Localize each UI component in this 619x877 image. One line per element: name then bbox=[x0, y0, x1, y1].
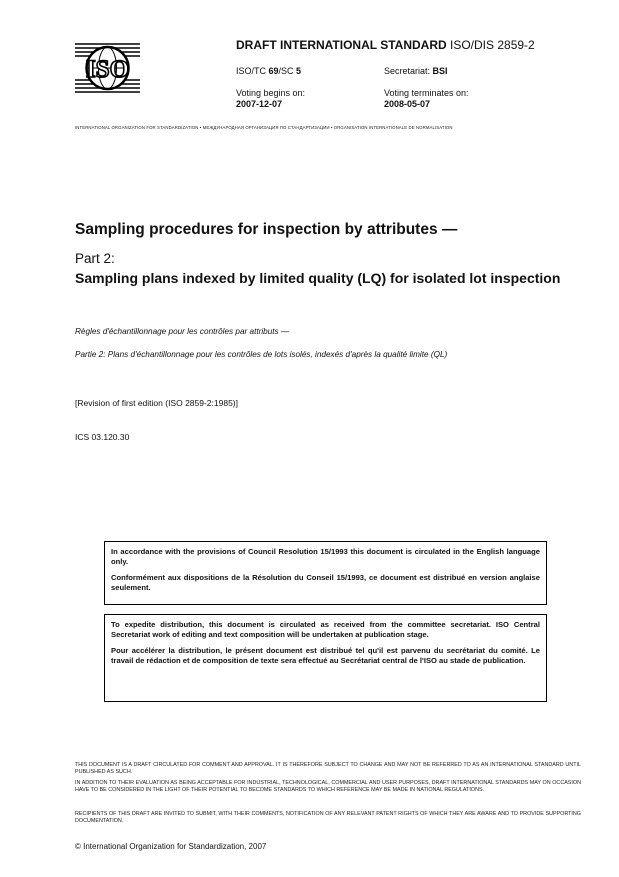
voting-begins-label: Voting begins on: bbox=[236, 88, 306, 98]
main-title: Sampling procedures for inspection by attributes — bbox=[75, 221, 458, 238]
voting-ends-date: 2008-05-07 bbox=[384, 99, 431, 109]
secretariat: Secretariat: BSI bbox=[384, 66, 448, 76]
french-part-title: Partie 2: Plans d'échantillonnage pour les contrôles de lots isolés, indexés d'après la qualité limite (QL) bbox=[75, 350, 448, 359]
distribution-notice-box bbox=[104, 614, 547, 702]
voting-begins-date: 2007-12-07 bbox=[236, 99, 283, 109]
iso-logo bbox=[75, 42, 140, 94]
language-notice-en: In accordance with the provisions of Council Resolution 15/1993 this document is circulated in the English language only. bbox=[111, 547, 540, 566]
disclaimer-2: IN ADDITION TO THEIR EVALUATION AS BEING ACCEPTABLE FOR INDUSTRIAL, TECHNOLOGICAL, COMMERCIAL AND USER PURPOSES, DRAFT INTERNATIONAL STANDARDS MAY ON OCCASION HAVE TO BE CONSIDERED IN THE LIGHT OF THEIR POTENTIAL TO BECOME STANDARDS TO WHICH REFERENCE MAY BE MADE IN NATIONAL REGULATIONS. bbox=[75, 780, 581, 793]
revision-note: [Revision of first edition (ISO 2859-2:1985)] bbox=[75, 398, 238, 408]
sub-title: Sampling plans indexed by limited quality (LQ) for isolated lot inspection bbox=[75, 270, 561, 286]
logo-text: ISO bbox=[85, 56, 130, 83]
language-notice-box bbox=[104, 541, 547, 605]
organization-line: INTERNATIONAL ORGANIZATION FOR STANDARDIZATION • МЕЖДУНАРОДНАЯ ОРГАНИЗАЦИЯ ПО СТАНДАРТИЗАЦИИ • ORGANISATION INTERNATIONALE DE NORMALISATION bbox=[75, 125, 453, 130]
ics-code: ICS 03.120.30 bbox=[75, 432, 130, 442]
disclaimer-1: THIS DOCUMENT IS A DRAFT CIRCULATED FOR COMMENT AND APPROVAL. IT IS THEREFORE SUBJECT TO CHANGE AND MAY NOT BE REFERRED TO AS AN INTERNATIONAL STANDARD UNTIL PUBLISHED AS SUCH. bbox=[75, 762, 581, 775]
part-label: Part 2: bbox=[75, 251, 115, 266]
committee: ISO/TC 69/SC 5 bbox=[236, 66, 302, 76]
document-type bbox=[236, 38, 535, 52]
distribution-notice-en: To expedite distribution, this document is circulated as received from the committee secretariat. ISO Central Secretariat work of editing and text composition will be undertaken at publication stage. bbox=[111, 620, 540, 639]
doc-code: ISO/DIS 2859-2 bbox=[450, 38, 535, 52]
copyright: © International Organization for Standardization, 2007 bbox=[75, 842, 267, 851]
language-notice-fr: Conformément aux dispositions de la Résolution du Conseil 15/1993, ce document est distribué en version anglaise seulement. bbox=[111, 573, 540, 592]
voting-ends-label: Voting terminates on: bbox=[384, 88, 469, 98]
french-title: Règles d'échantillonnage pour les contrôles par attributs — bbox=[75, 327, 290, 336]
distribution-notice-fr: Pour accélérer la distribution, le présent document est distribué tel qu'il est parvenu du secrétariat du comité. Le travail de rédaction et de composition de texte sera effectué au Secrétariat central de l'ISO au stade de publication. bbox=[111, 646, 540, 665]
disclaimer-3: RECIPIENTS OF THIS DRAFT ARE INVITED TO SUBMIT, WITH THEIR COMMENTS, NOTIFICATION OF ANY RELEVANT PATENT RIGHTS OF WHICH THEY ARE AWARE AND TO PROVIDE SUPPORTING DOCUMENTATION. bbox=[75, 811, 581, 824]
doc-type-label: DRAFT INTERNATIONAL STANDARD bbox=[236, 38, 447, 52]
